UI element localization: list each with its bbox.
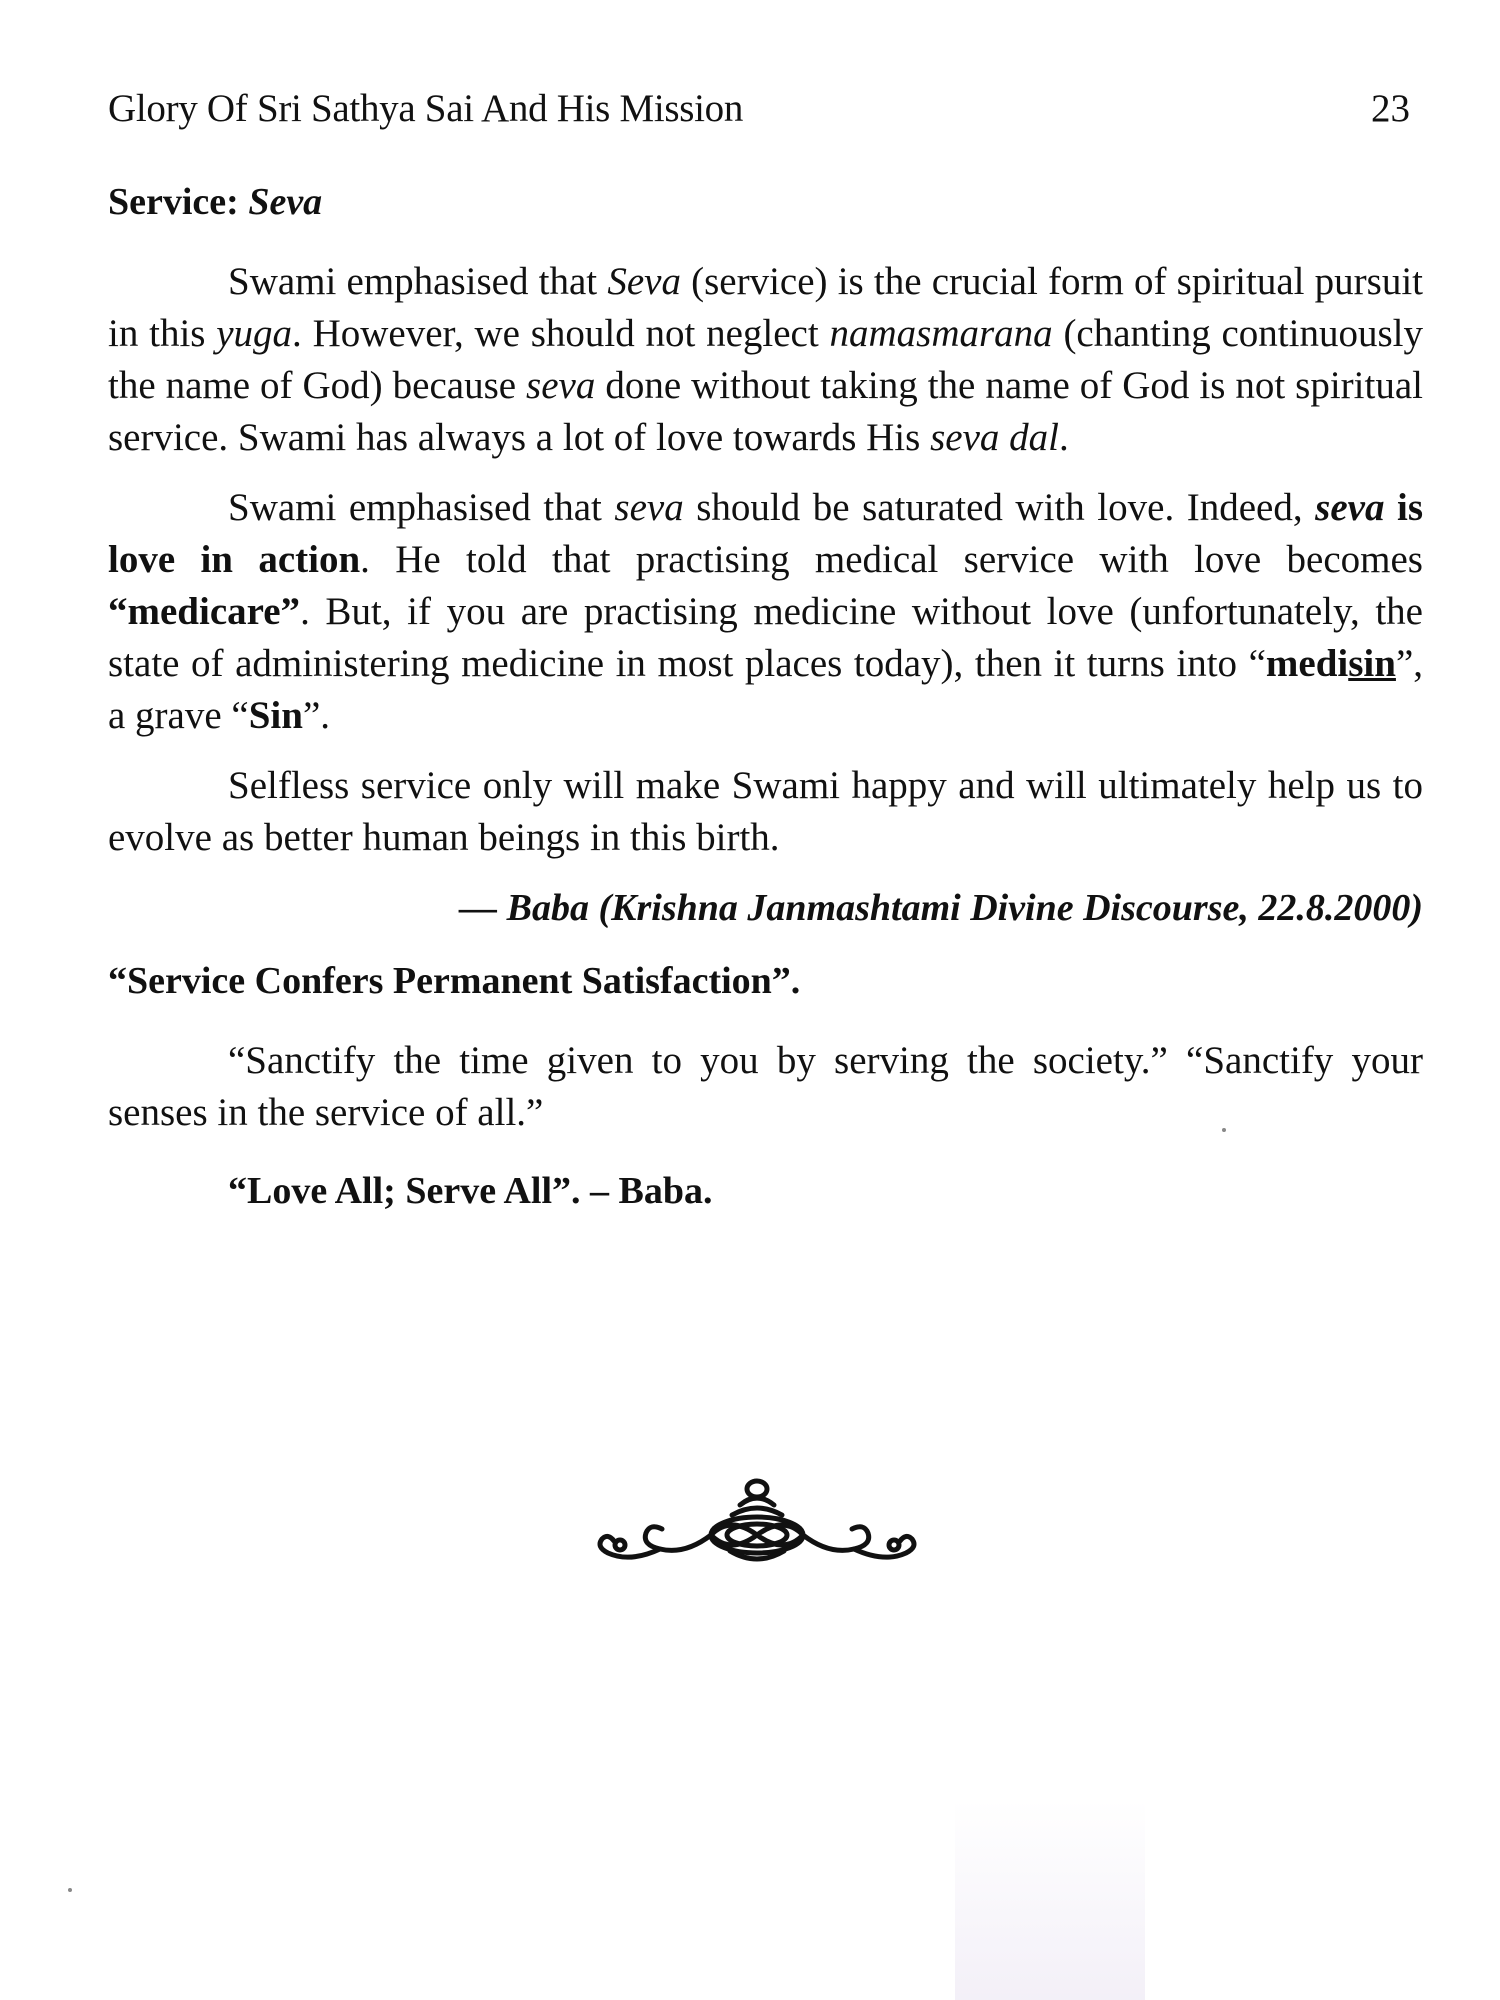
section-heading-satisfaction: “Service Confers Permanent Satisfaction”. [108,960,801,1003]
page-number: 23 [1371,87,1410,130]
paragraph-seva-love: Swami emphasised that seva should be saturated with love. Indeed, seva is love in action. He told that practising medical service with love becomes “medicare”. But, if you are practising medicine without love (unfortunately, the state of administering medicine in most places today), then it turns into “medisin”, a grave “Sin”. [108,485,1424,737]
scan-speck [68,1888,72,1892]
scroll-flourish-icon [590,1475,925,1585]
quote-attribution: — Baba (Krishna Janmashtami Divine Discourse, 22.8.2000) [459,886,1423,929]
paragraph-seva-crucial: Swami emphasised that Seva (service) is the crucial form of spiritual pursuit in this yuga. However, we should not neglect namasmarana (chanting continuously the name of God) because seva done without taking the name of God is not spiritual service. Swami has always a lot of love towards His seva dal. [108,259,1423,459]
running-title: Glory Of Sri Sathya Sai And His Mission [108,87,744,130]
section-heading-seva: Service: Seva [108,181,323,223]
faint-library-stamp [955,1800,1145,2000]
paragraph-sanctify: “Sanctify the time given to you by serving the society.” “Sanctify your senses in the service of all.” [108,1038,1423,1134]
scan-speck [1222,1128,1226,1132]
page-content [108,180,1423,1213]
paragraph-selfless-service: Selfless service only will make Swami happy and will ultimately help us to evolve as better human beings in this birth. [108,763,1423,859]
motto-love-all: “Love All; Serve All”. – Baba. [228,1169,713,1212]
